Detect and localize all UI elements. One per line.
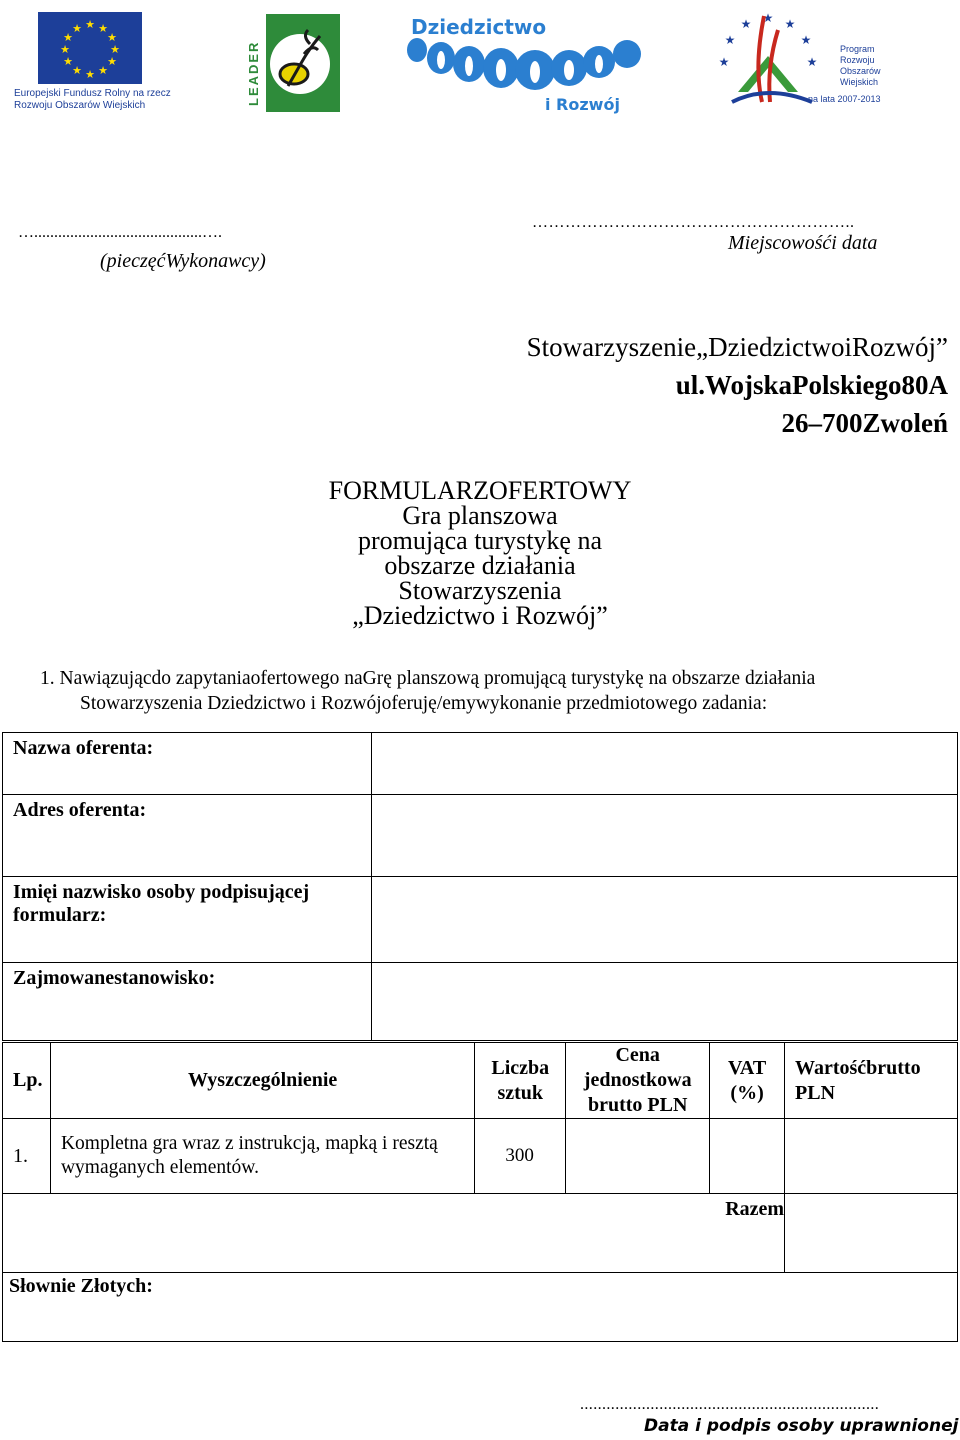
intro-line: 1. Nawiązującdo zapytaniaofertowego naGrę planszową promującą turystykę na obszarze działania (40, 668, 816, 689)
title-line: Gra planszowa (402, 501, 558, 530)
title-line: promująca turystykę na (357, 526, 603, 555)
leader-logo (244, 14, 340, 112)
words-label: Słownie Złotych: (9, 1275, 153, 1297)
place-date-dots: ………………………………………………….. (532, 214, 855, 231)
title-line: „Dziedzictwo i Rozwój” (352, 601, 608, 630)
col-header-vat: VAT (%) (710, 1043, 785, 1119)
place-date-label: Miejscowośći data (728, 232, 878, 254)
signature-label: Data i podpis osoby uprawnionej (644, 1416, 959, 1436)
bidder-address-field[interactable] (372, 795, 958, 877)
title-line: FORMULARZOFERTOWY (328, 476, 632, 505)
svg-text:★: ★ (85, 18, 95, 31)
total-field[interactable] (785, 1194, 958, 1273)
svg-text:★: ★ (72, 22, 82, 35)
eu-stars-icon (38, 12, 142, 84)
row-unit-price-field[interactable] (566, 1119, 710, 1194)
intro-line: Stowarzyszenia Dziedzictwo i Rozwójoferuję/emywykonanie przedmiotowego zadania: (80, 693, 768, 714)
row-lp: 1. (3, 1119, 51, 1194)
svg-text:★: ★ (110, 43, 120, 56)
title-line: obszarze działania (384, 551, 576, 580)
svg-text:★: ★ (762, 11, 774, 25)
position-label: Zajmowanestanowisko: (3, 963, 372, 1041)
form-title (260, 478, 700, 628)
eu-flag-logo (38, 12, 142, 84)
svg-text:★: ★ (806, 55, 818, 69)
svg-text:★: ★ (800, 33, 812, 47)
seal-dots: …..........................................…. (18, 224, 222, 241)
row-gross-field[interactable] (785, 1119, 958, 1194)
recipient-name: Stowarzyszenie„DziedzictwoiRozwój” (526, 332, 948, 362)
bidder-address-label: Adres oferenta: (3, 795, 372, 877)
intro-paragraph (40, 666, 940, 716)
recipient-street: ul.WojskaPolskiego80A (675, 370, 948, 400)
row-spec: Kompletna gra wraz z instrukcją, mapką i resztą wymaganych elementów. (50, 1119, 474, 1194)
col-header-unit-price: Cena jednostkowa brutto PLN (566, 1043, 710, 1119)
bidder-name-label: Nazwa oferenta: (3, 733, 372, 795)
col-header-qty: Liczba sztuk (475, 1043, 566, 1119)
leader-text: LEADER (246, 40, 261, 106)
bidder-table (2, 732, 958, 1041)
dziedzictwo-text: Dziedzictwo (411, 15, 547, 39)
svg-text:★: ★ (724, 33, 736, 47)
svg-text:★: ★ (107, 31, 117, 44)
words-row (3, 1273, 958, 1342)
svg-text:★: ★ (85, 68, 95, 81)
recipient-city: 26–700Zwoleń (781, 408, 948, 438)
items-header-row (3, 1043, 958, 1119)
prow-text: Program Rozwoju Obszarów Wiejskich (840, 44, 881, 87)
col-header-lp: Lp. (3, 1043, 51, 1119)
svg-text:★: ★ (98, 22, 108, 35)
row-vat-field[interactable] (710, 1119, 785, 1194)
rozwoj-text: i Rozwój (545, 95, 620, 114)
total-row (3, 1194, 958, 1273)
col-header-gross: Wartośćbrutto PLN (785, 1043, 958, 1119)
words-cell[interactable] (3, 1273, 958, 1342)
eu-fund-caption: Europejski Fundusz Rolny na rzecz Rozwoju Obszarów Wiejskich (14, 88, 171, 111)
bidder-name-field[interactable] (372, 733, 958, 795)
seal-label: (pieczęćWykonawcy) (100, 250, 266, 272)
title-line: Stowarzyszenia (398, 576, 562, 605)
prow-logo (712, 6, 888, 110)
signer-name-label: Imięi nazwisko osoby podpisującej formularz: (3, 877, 372, 963)
dziedzictwo-logo (405, 6, 645, 118)
table-row (3, 1119, 958, 1194)
position-field[interactable] (372, 963, 958, 1041)
svg-text:★: ★ (718, 55, 730, 69)
col-header-spec: Wyszczególnienie (50, 1043, 474, 1119)
svg-text:★: ★ (784, 17, 796, 31)
items-table (2, 1042, 958, 1342)
prow-years: na lata 2007-2013 (808, 94, 881, 104)
svg-text:★: ★ (63, 31, 73, 44)
svg-text:★: ★ (98, 64, 108, 77)
svg-text:★: ★ (72, 64, 82, 77)
signature-dots: .................................................................... (580, 1396, 880, 1413)
svg-text:★: ★ (740, 17, 752, 31)
row-qty: 300 (475, 1119, 566, 1194)
svg-text:★: ★ (60, 43, 70, 56)
svg-text:★: ★ (63, 55, 73, 68)
signer-name-field[interactable] (372, 877, 958, 963)
svg-text:★: ★ (107, 55, 117, 68)
total-label: Razem (3, 1194, 785, 1273)
